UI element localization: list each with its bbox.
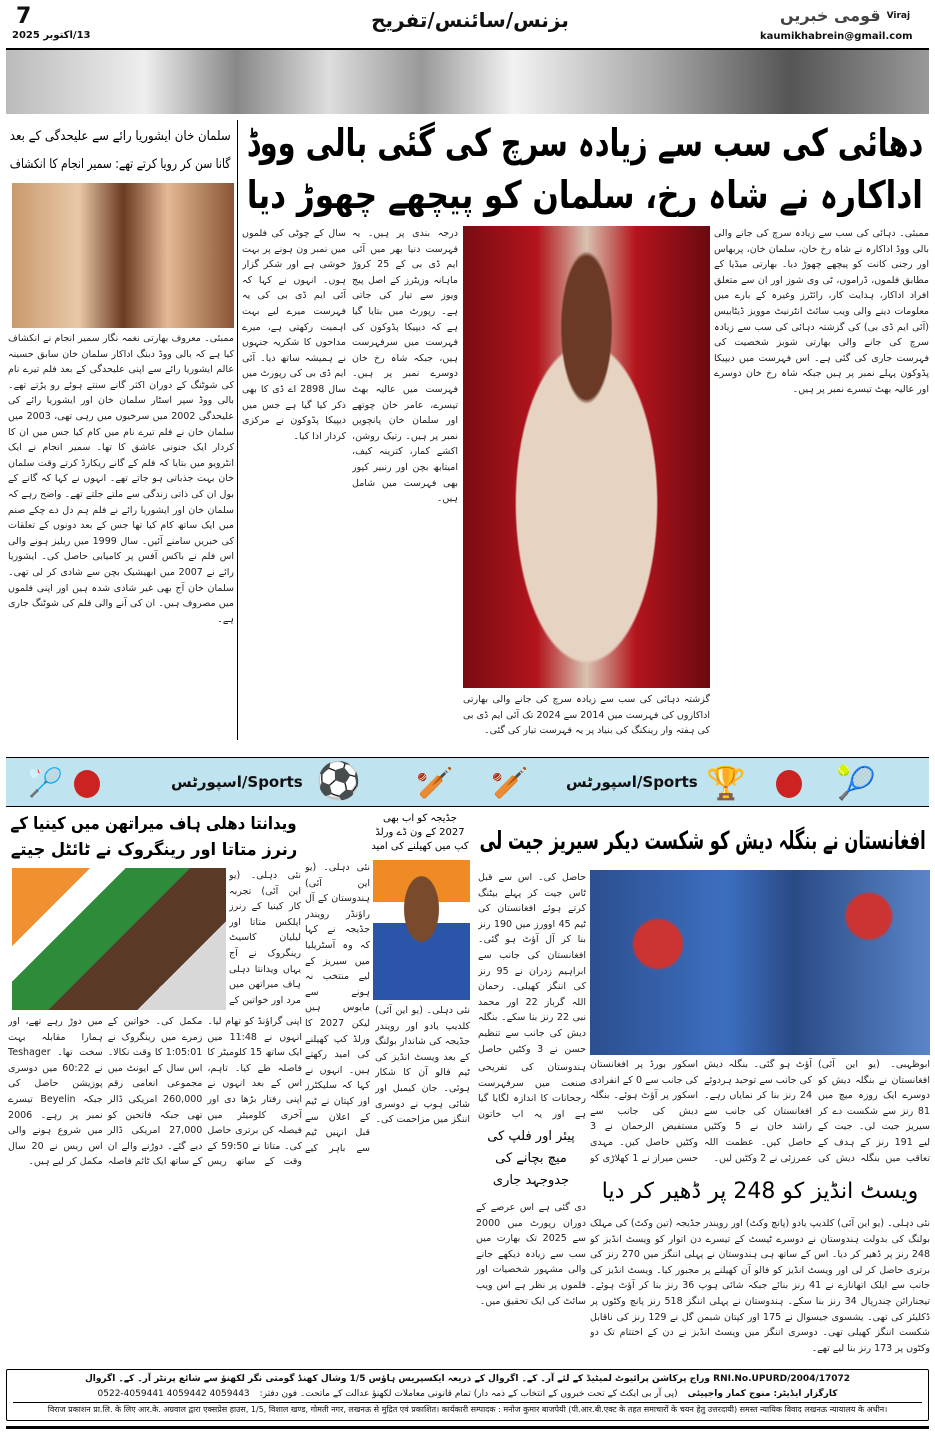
logo-mark: Viraj	[886, 10, 911, 21]
tennis-rackets-icon: 🎾	[836, 764, 876, 802]
imprint-line-1: RNI.No.UPURD/2004/17072 وراج پرکاشن پرائیوٹ لمیٹیڈ کے لئے آر۔ کے۔ اگروال کے ذریعہ ایکسپریس ہاؤس 1/5 وشال کھنڈ گومتی نگر لکھنؤ سے شائع پرنٹر آر۔ کے۔ اگروال	[84, 1374, 851, 1384]
trophy-icon: 🏆	[706, 764, 746, 802]
issue-date: 13/اکتوبر 2025	[12, 30, 91, 41]
cricket-ball-icon	[74, 770, 100, 798]
contact-email[interactable]: kaumikhabrein@gmail.com	[760, 31, 913, 42]
jadeja-photo	[373, 860, 470, 1000]
lead-headline-line-1-box	[240, 118, 930, 168]
lead-column-b: سال کے چوٹی کی فلموں میں نمبر ون ہونے پر بہت خوشی ہے اور شکر گزار ہوں۔ انہوں نے کہا کہ آئی ایم ڈی بی کی یہ فہرست میرے لیے بہت اہمیت رکھتی ہے، میرے مداحوں کا شکریہ جنہوں نے ہمیشہ ساتھ دیا۔ آئی ایم ڈی بی کی رپورٹ میں سال 2898 اے ڈی کا بھی ذکر کیا گیا ہے جس میں دیپیکا پڈوکون نے مرکزی کردار ادا کیا۔	[242, 228, 346, 442]
jadeja-body-cont: نئی دہلی۔ (یو این آئی) کلدیپ یادو اور رویندر جڈیجہ کی شاندار بولنگ کے بعد ویسٹ انڈیز کی ٹیم فالو آن کا شکار ہوئی۔ جان کیمبل اور شائی ہوپ نے دوسری اننگز میں مزاحمت کی۔	[375, 1005, 470, 1126]
sports-label-right: اسپورٹس/Sports	[566, 773, 698, 791]
lead-bottom-extra: ہندوستان کی تفریحی صنعت میں سرفہرست رجحانات کا اندازہ لگایا گیا ہے اور یہ اب خاتون	[478, 1062, 586, 1120]
legal-note: (پی آر بی ایکٹ کے تحت خبروں کے انتخاب کے ذمہ دار) تمام قانونی معاملات لکھنؤ عدالت کے ماتحت۔ فون دفتر:	[259, 1389, 678, 1399]
jadeja-body: نئی دہلی۔ (یو این آئی) ہندوستان کے آل راؤنڈر رویندر جڈیجہ نے کہا کہ وہ آسٹریلیا میں سیریز کے لیے منتخب نہ ہونے سے مایوس ہیں لیکن 2027 کا ورلڈ کپ کھیلنے کی امید رکھتے ہیں۔ انہوں نے کہا کہ سلیکٹرز اور کپتان نے ٹیم کے اعلان سے قبل انہیں ٹیم سے باہر کیے	[305, 862, 370, 1154]
lead-column-a: درجہ بندی پر ہیں۔ یہ فہرست دنیا بھر میں آئی ایم ڈی بی کے 25 کروڑ ماہانہ وزیٹرز کے اصل پیج ویوز سے تیار کی جاتی ہے۔ رپورٹ میں بتایا گیا ہے کہ دیپیکا پڈوکون کی فہرست میں سرفہرست ہیں، جبکہ شاہ رخ خان دوسرے نمبر پر ہیں۔ فہرست میں عالیہ بھٹ تیسرے، عامر خان چوتھے اور سلمان خان پانچویں نمبر پر ہیں۔ رتیک روشن، اکشے کمار، کترینہ کیف، امیتابھ بچن اور رنبیر کپور بھی فہرست میں شامل ہیں۔	[352, 228, 458, 505]
imprint-line-2-box	[13, 1387, 922, 1402]
west-indies-headline-box	[590, 1172, 930, 1212]
afghanistan-column-1: ابوظہبی۔ (یو این آئی) افغانستان نے بنگلہ دیش کو دوسرے ایک روزہ میچ میں 81 رنز سے شکست دے کر سیریز جیت لی۔ جیت کے لیے 191 رنز کے ہدف کے تعاقب میں بنگلہ دیش کی	[818, 1059, 930, 1164]
footer-rule	[6, 1426, 929, 1429]
deepika-padukone-photo	[463, 226, 710, 688]
imprint-line-3-box	[13, 1402, 922, 1417]
lead-column-right: ممبئی۔ دہائی کی سب سے زیادہ سرچ کی جانے والی بالی ووڈ اداکارہ نے شاہ رخ خان، سلمان خان، پربھاس اور رجنی کانت کو پیچھے چھوڑ دیا۔ بھارتی میڈیا کے مطابق فلموں، ڈراموں، ٹی وی شوز اور ان سے متعلق افراد اداکار، ہدایت کار، رائٹرز وغیرہ کے بارے میں معلومات دینے والی ویب سائٹ انٹرنیٹ موویز ڈیٹابیس (آئی ایم ڈی بی) کی گزشتہ دہائی کی سب سے زیادہ سرچ کی جانے والی بھارتی شوبز شخصیت کی فہرست جاری کی گئی ہے۔ اس فہرست میں دیپیکا پڈوکون پہلے نمبر پر ہیں جبکہ شاہ رخ خان دوسرے اور عالیہ بھٹ تیسرے نمبر پر ہیں۔	[714, 228, 929, 395]
sports-banner	[6, 757, 929, 807]
lead-bottom-extra-2: دی گئی ہے اس عرصے کے دوران رپورٹ میں 2000 سے 2025 تک بھارت میں سب سے زیادہ دیکھے جانے والی مشہور شخصیات اور فلموں پر نظر ہے اس ویب سائٹ کی ایک تحقیق میں۔	[476, 1202, 586, 1307]
imprint-box	[6, 1369, 929, 1421]
section-title: بزنس/سائنس/تفریح	[371, 8, 569, 32]
marathon-side-column: نئی دہلی۔ (یو این آئی) تجربہ کار کینیا کے رنرز ایلکس متاتا اور لیلیان کاسیٹ رینگروک نے آج یہاں ویدانتا دہلی ہاف میراتھن میں مرد اور خواتین کے	[229, 870, 301, 1006]
side-headline-line-2: گانا سن کر رویا کرتے تھے: سمیر انجام کا انکشاف	[10, 157, 231, 172]
jadeja-headline: جڈیجہ کو اب بھی 2027 کے ون ڈے ورلڈ کپ میں کھیلنے کی امید	[371, 813, 469, 852]
afghanistan-side-column: حاصل کی۔ اس سے قبل ٹاس جیت کر پہلے بیٹنگ کرتے ہوئے افغانستان کی ٹیم 45 اوورز میں 190 رنز بنا کر آل آؤٹ ہو گئی۔ افغانستان کی جانب سے ابراہیم زدران نے 95 رنز کی اننگز کھیلی۔ رحمان اللہ گرباز 22 اور محمد نبی 22 رنز بنا سکے۔ بنگلہ دیش کی جانب سے تنظیم حسن نے 3 وکٹیں حاصل	[478, 872, 586, 1055]
imprint-line-3: विराज प्रकाशन प्रा.लि. के लिए आर.के. अग्रवाल द्वारा एक्सप्रेस हाउस, 1/5, विशाल खण्ड, गोमती नगर, लखनऊ से मुद्रित एवं प्रकाशित। कार्यकारी सम्पादक : मनोज कुमार बाजपेयी (पी.आर.बी.एक्ट के तहत समाचारों के चयन हेतु उत्तरदायी) समस्त न्यायिक विवाद लखनऊ न्यायालय के अधीन।	[47, 1405, 888, 1414]
lead-headline-line-1: دھائی کی سب سے زیادہ سرچ کی گئی بالی ووڈ	[246, 121, 924, 165]
football-icon: ⚽	[316, 761, 361, 802]
section-banner-image	[6, 50, 929, 114]
west-indies-headline: ویسٹ انڈیز کو 248 پر ڈھیر کر دیا	[601, 1179, 919, 1204]
lead-bottom-column-1: گزشتہ دہائی کی سب سے زیادہ سرچ کی جانے والی بھارتی اداکاروں کی فہرست میں 2014 سے 2024 تک آئی ایم ڈی بی کی ہفتہ وار رینکنگ کی بنیاد پر یہ فہرست تیار کی گئی۔	[463, 694, 710, 737]
marathon-headline-line-2: رنرز متاتا اور رینگروک نے ٹائٹل جیتے	[10, 840, 298, 860]
editor-name: کارگزار ایڈیٹر: منوج کمار واجپیئی	[687, 1389, 838, 1399]
marathon-headline-line-1-box	[8, 812, 300, 836]
side-headline-line-1: سلمان خان ایشوریا رائے سے علیحدگی کے بعد	[10, 129, 231, 144]
afghanistan-column-2: آؤٹ ہو گئی۔ بنگلہ دیش کی جانب سے توحید ہردوئے 24 رنز بنا کر نمایاں رہے۔ افغانستان کی جانب سے راشد خان نے 5 وکٹیں حاصل کیں۔ عظمت اللہ عمرزئی نے 2 وکٹیں لیں۔	[704, 1059, 812, 1164]
sports-label-left: اسپورٹس/Sports	[171, 773, 303, 791]
marathon-body: اپنی گراؤنڈ کو تھام لیا۔ انہوں نے 11:48 میں ایک ساتھ 15 کلومیٹر کا فاصلہ طے کیا۔ تاہم، اس کے بعد انہوں نے اپنی رفتار بڑھا دی اور آخری کلومیٹر میں فیصلہ کن برتری حاصل کی۔ متاتا نے 59:50 کے وقت کے ساتھ ریس مکمل کی۔ خواتین کے زمرے میں رینگروک نے 1:05:01 کا وقت نکالا۔ اس سال کے ایونٹ میں مجموعی انعامی رقم 260,000 امریکی ڈالر تھی جبکہ فاتحین کو 27,000 امریکی ڈالر دیے گئے۔ دوڑنے والے ان کے ساتھ ایک ٹائم فاصلہ میں دوڑ رہے تھے، اور ہمارا مقابلہ بہت سخت تھا۔ Teshager نے 60:22 میں دوسری پوزیشن حاصل کی جبکہ Beyelin تیسرے نمبر پر رہے۔ 2006 میں شروع ہونے والی اس ریس نے 20 سال مکمل کر لیے ہیں۔	[8, 1016, 302, 1168]
pier-phillip-headline: پیئر اور فلپ کی میچ بچانے کی جدوجہد جاری	[487, 1129, 575, 1188]
cricket-bat-ball-icon: 🏏	[491, 766, 529, 801]
cricket-ball-icon	[776, 770, 802, 798]
batsman-icon: 🏏	[416, 766, 454, 801]
side-headline-line-2-box	[8, 152, 233, 178]
marathon-runner-photo	[12, 868, 226, 1010]
imprint-line-1-box	[13, 1372, 922, 1387]
side-story-body: ممبئی۔ معروف بھارتی نغمہ نگار سمیر انجام نے انکشاف کیا ہے کہ بالی ووڈ دبنگ اداکار سلمان خان سابق حسینہ عالم ایشوریا رائے سے اپنی علیحدگی کے بعد فلم تیرے نام کی شوٹنگ کے دوران اکثر گانے سنتے ہوئے رو پڑتے تھے۔ بالی ووڈ سپر اسٹار سلمان خان اور ایشوریا رائے کی علیحدگی 2002 میں سرخیوں میں رہی تھی، 2003 میں سلمان خان نے فلم تیرے نام میں کام کیا جس میں ان کا کردار ایک جنونی عاشق کا تھا۔ سمیر انجام نے ایک انٹرویو میں بتایا کہ فلم کے گانے ریکارڈ کرتے وقت سلمان خان بہت جذباتی ہو جاتے تھے۔ انہوں نے کہا کہ گانے کے بول ان کی ذاتی زندگی سے ملتے جلتے تھے۔ واضح رہے کہ سلمان خان اور ایشوریا رائے نے فلم ہم دل دے چکے صنم میں ایک ساتھ کام کیا تھا جس کے بعد دونوں کے تعلقات کی خبریں سامنے آئیں۔ سال 1999 میں ریلیز ہونے والی اس فلم نے باکس آفس پر کامیابی حاصل کی۔ ایشوریا رائے نے 2007 میں ابھیشیک بچن سے شادی کر لی تھی۔ سلمان خان آج بھی غیر شادی شدہ ہیں اور اپنی فلموں میں مصروف ہیں۔ ان کی آنے والی فلم کی شوٹنگ جاری ہے۔	[8, 333, 234, 625]
marathon-headline-line-2-box	[8, 838, 300, 862]
imprint-line-2	[98, 1387, 838, 1402]
page-number: 7	[16, 4, 32, 29]
lead-headline-line-2: اداکارہ نے شاہ رخ، سلمان کو پیچھے چھوڑ دیا	[246, 173, 924, 217]
column-divider	[237, 120, 238, 740]
afghanistan-headline-box	[475, 815, 930, 867]
salman-aishwarya-photo	[12, 183, 234, 328]
lead-headline-line-2-box	[240, 170, 930, 220]
phone-numbers: 0522-4059441 4059442 4059443	[97, 1389, 250, 1399]
afghanistan-team-photo	[590, 870, 930, 1055]
logo	[780, 6, 910, 25]
marathon-headline-line-1: ویدانتا دھلی ہاف میراتھن میں کینیا کے	[10, 814, 298, 834]
west-indies-body: نئی دہلی۔ (یو این آئی) کلدیپ یادو (پانچ وکٹ) اور رویندر جڈیجہ (تین وکٹ) کی مہلک بولنگ کی بدولت ہندوستان نے دوسرے ٹیسٹ کے تیسرے دن اتوار کو ویسٹ انڈیز کو 248 رنز پر ڈھیر کر دیا۔ اس کے ساتھ ہی ہندوستان نے پہلی اننگز میں 270 رنز کی برتری حاصل کر لی اور ویسٹ انڈیز کو فالو آن کھیلنے پر مجبور کیا۔ ویسٹ انڈیز کی جانب سے ایلک اتھانازے نے 41 رنز بنائے جبکہ شائی ہوپ 36 رنز بنا کر آؤٹ ہوئے۔ تیجنارائن چندرپال 34 رنز بنا سکے۔ ہندوستان نے پہلی اننگز 518 رنز پانچ وکٹوں پر ڈکلیئر کی تھی۔ یشسوی جیسوال نے 175 اور کپتان شبمن گل نے 129 رنز کی ناقابل شکست اننگز کھیلی تھی۔ دوسری اننگز میں ویسٹ انڈیز نے دن کے اختتام تک دو وکٹوں پر 173 رنز بنا لیے تھے۔	[590, 1218, 930, 1354]
afghanistan-headline: افغانستان نے بنگلہ دیش کو شکست دیکر سیریز جیت لی	[479, 826, 926, 855]
shuttlecock-icon: 🏸	[28, 766, 63, 799]
side-headline-line-1-box	[8, 124, 233, 150]
afghanistan-column-3: اسکور بورڈ پر افغانستان کی جانب سے 0 کے انفرادی اسکور پر آؤٹ ہوئے۔ بنگلہ دیش کی جانب سے مستفیض الرحمان نے 3 وکٹیں حاصل کیں۔ مہدی حسن میراز نے 1 کھلاڑی کو	[590, 1059, 698, 1164]
logo-text: قومی خبریں	[780, 6, 881, 25]
